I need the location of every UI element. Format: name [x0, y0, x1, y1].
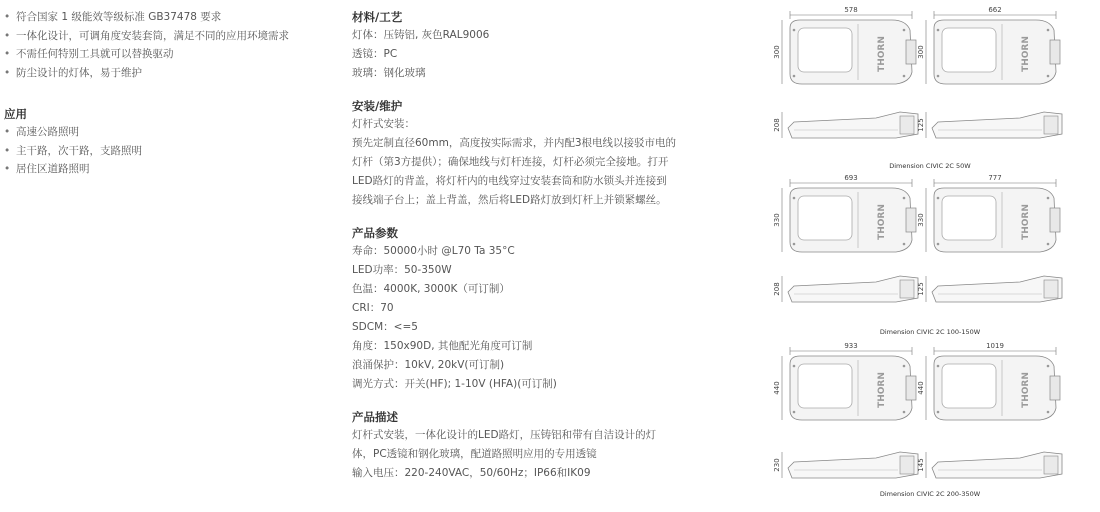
brand-mark: THORN [1021, 372, 1031, 408]
height-dimension-label: 330 [773, 213, 781, 227]
height-dimension-label: 300 [917, 45, 925, 59]
installation-line: 接线端子台上；盖上背盖，然后将LED路灯放到灯杆上并锁紧螺丝。 [352, 194, 667, 206]
width-dimension-label: 933 [844, 342, 858, 350]
description-line: 体，PC透镜和钢化玻璃，配道路照明应用的专用透镜 [352, 448, 597, 460]
parameter-line: 调光方式：开关(HF); 1-10V (HFA)(可订制) [352, 378, 557, 390]
width-dimension-label: 578 [844, 6, 858, 14]
brand-mark: THORN [877, 36, 887, 72]
luminaire-top-view [790, 356, 916, 420]
installation-line: 预先定制直径60mm，高度按实际需求，并内配3根电线以接驳市电的 [352, 137, 676, 149]
application-item: • 高速公路照明 [4, 123, 334, 142]
height-dimension-label: 330 [917, 213, 925, 227]
installation-line: 灯杆（第3方提供）；确保地线与灯杆连接，灯杆必须完全接地。打开 [352, 156, 669, 168]
width-dimension-label: 662 [988, 6, 1002, 14]
width-dimension-label: 777 [988, 174, 1002, 182]
middle-column [352, 8, 702, 483]
parameter-line: 浪涌保护：10kV, 20kV(可订制) [352, 359, 505, 371]
parameter-line: 色温：4000K, 3000K（可订制） [352, 283, 510, 295]
feature-item: • 符合国家 1 级能效等级标准 GB37478 要求 [4, 8, 334, 27]
drawing-caption: Dimension CIVIC 2C 100-150W [879, 328, 981, 336]
luminaire-top-view [790, 188, 916, 252]
luminaire-side-view [932, 112, 1062, 138]
feature-item: • 防尘设计的灯体，易于维护 [4, 64, 334, 83]
side-height-dimension-label: 208 [773, 118, 781, 132]
parameter-line: 角度：150x90D, 其他配光角度可订制 [352, 340, 533, 352]
installation-subtitle: 灯杆式安装： [352, 118, 415, 130]
feature-item: • 一体化设计，可调角度安装套筒，满足不同的应用环境需求 [4, 27, 334, 46]
dimension-block [773, 174, 1062, 336]
height-dimension-label: 440 [917, 381, 925, 395]
luminaire-side-view [788, 452, 918, 478]
luminaire-top-view [934, 20, 1060, 84]
drawing-caption: Dimension CIVIC 2C 50W [889, 162, 971, 170]
brand-mark: THORN [877, 372, 887, 408]
luminaire-top-view [934, 356, 1060, 420]
application-item: • 主干路，次干路，支路照明 [4, 142, 334, 161]
materials-line: 玻璃：钢化玻璃 [352, 67, 426, 79]
luminaire-side-view [932, 452, 1062, 478]
parameter-line: SDCM：<=5 [352, 321, 418, 333]
brand-mark: THORN [1021, 36, 1031, 72]
dimension-block [773, 6, 1062, 170]
brand-mark: THORN [1021, 204, 1031, 240]
left-column [4, 8, 334, 179]
luminaire-top-view [790, 20, 916, 84]
parameters-heading: 产品参数 [352, 226, 398, 240]
parameter-line: CRI：70 [352, 302, 394, 314]
installation-line: LED路灯的背盖，将灯杆内的电线穿过安装套筒和防水锁头并连接到 [352, 175, 667, 187]
height-dimension-label: 300 [773, 45, 781, 59]
width-dimension-label: 1019 [986, 342, 1004, 350]
feature-item: • 不需任何特别工具就可以替换驱动 [4, 45, 334, 64]
parameter-line: 寿命：50000小时 @L70 Ta 35°C [352, 245, 515, 257]
luminaire-side-view [788, 112, 918, 138]
application-item: • 居住区道路照明 [4, 160, 334, 179]
dimension-drawings [760, 0, 1100, 512]
side-height-dimension-label: 145 [917, 458, 925, 472]
dimension-block [773, 342, 1062, 498]
height-dimension-label: 440 [773, 381, 781, 395]
side-height-dimension-label: 208 [773, 282, 781, 296]
materials-line: 透镜：PC [352, 48, 398, 60]
brand-mark: THORN [877, 204, 887, 240]
side-height-dimension-label: 125 [917, 118, 925, 132]
luminaire-side-view [788, 276, 918, 302]
width-dimension-label: 693 [844, 174, 858, 182]
parameter-line: LED功率：50-350W [352, 264, 452, 276]
application-heading: 应用 [4, 107, 27, 121]
drawing-caption: Dimension CIVIC 2C 200-350W [879, 490, 981, 498]
materials-line: 灯体：压铸铝, 灰色RAL9006 [352, 29, 490, 41]
side-height-dimension-label: 125 [917, 282, 925, 296]
description-line: 灯杆式安装，一体化设计的LED路灯，压铸铝和带有自洁设计的灯 [352, 429, 657, 441]
side-height-dimension-label: 230 [773, 458, 781, 472]
dimension-drawings-svg [760, 0, 1100, 512]
description-line: 输入电压：220-240VAC，50/60Hz；IP66和IK09 [352, 467, 591, 479]
installation-heading: 安装/维护 [352, 99, 403, 113]
luminaire-side-view [932, 276, 1062, 302]
materials-heading: 材料/工艺 [352, 10, 403, 24]
description-heading: 产品描述 [352, 410, 398, 424]
luminaire-top-view [934, 188, 1060, 252]
